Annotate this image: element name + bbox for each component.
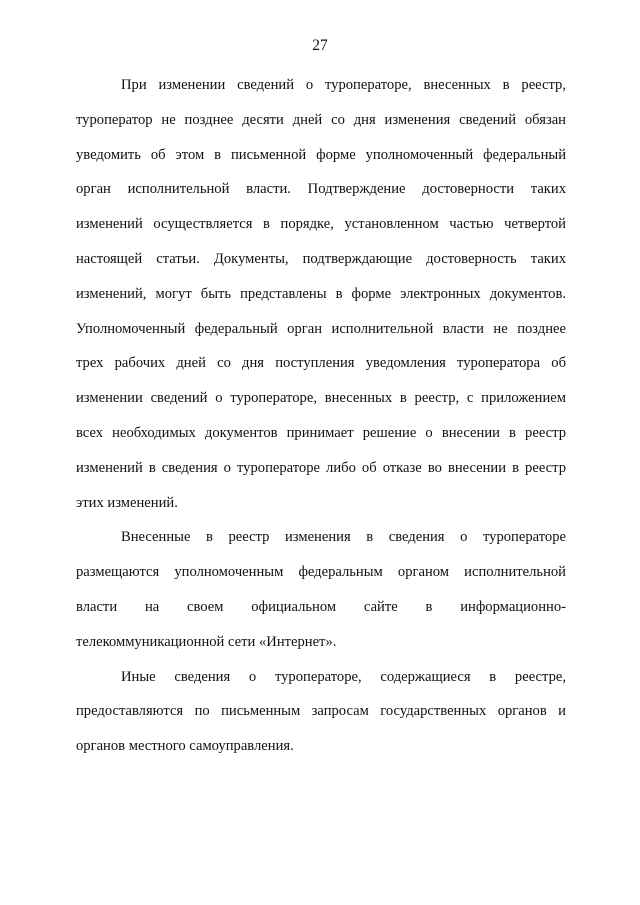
paragraph-line: изменений осуществляется в порядке, установленном частью четвертой (76, 216, 566, 233)
paragraph-line: уведомить об этом в письменной форме уполномоченный федеральный (76, 146, 566, 163)
paragraph-2 (76, 520, 566, 659)
paragraph-line: власти на своем официальном сайте в информационно- (76, 598, 566, 615)
paragraph-line: предоставляются по письменным запросам государственных органов и (76, 703, 566, 720)
paragraph-line: органов местного самоуправления. (76, 738, 294, 755)
paragraph-3 (76, 660, 566, 764)
paragraph-line: При изменении сведений о туроператоре, внесенных в реестр, (121, 77, 566, 93)
paragraph-line: Уполномоченный федеральный орган исполнительной власти не позднее (76, 320, 566, 337)
paragraph-line: телекоммуникационной сети «Интернет». (76, 633, 337, 650)
paragraph-line: изменении сведений о туроператоре, внесенных в реестр, с приложением (76, 390, 566, 407)
page-number: 27 (312, 37, 328, 54)
paragraph-line: изменений в сведения о туроператоре либо об отказе во внесении в реестр (76, 459, 566, 476)
paragraph-line: туроператор не позднее десяти дней со дня изменения сведений обязан (76, 111, 566, 128)
paragraph-line: настоящей статьи. Документы, подтверждающие достоверность таких (76, 250, 566, 267)
paragraph-line: размещаются уполномоченным федеральным органом исполнительной (76, 564, 566, 581)
document-body (76, 68, 566, 764)
paragraph-1 (76, 68, 566, 520)
paragraph-line: всех необходимых документов принимает решение о внесении в реестр (76, 424, 566, 441)
paragraph-line: этих изменений. (76, 494, 178, 511)
paragraph-line: орган исполнительной власти. Подтверждение достоверности таких (76, 181, 566, 198)
paragraph-line: Внесенные в реестр изменения в сведения о туроператоре (121, 529, 566, 546)
paragraph-line: трех рабочих дней со дня поступления уведомления туроператора об (76, 355, 566, 372)
paragraph-line: изменений, могут быть представлены в форме электронных документов. (76, 285, 566, 302)
paragraph-line: Иные сведения о туроператоре, содержащиеся в реестре, (121, 668, 566, 685)
